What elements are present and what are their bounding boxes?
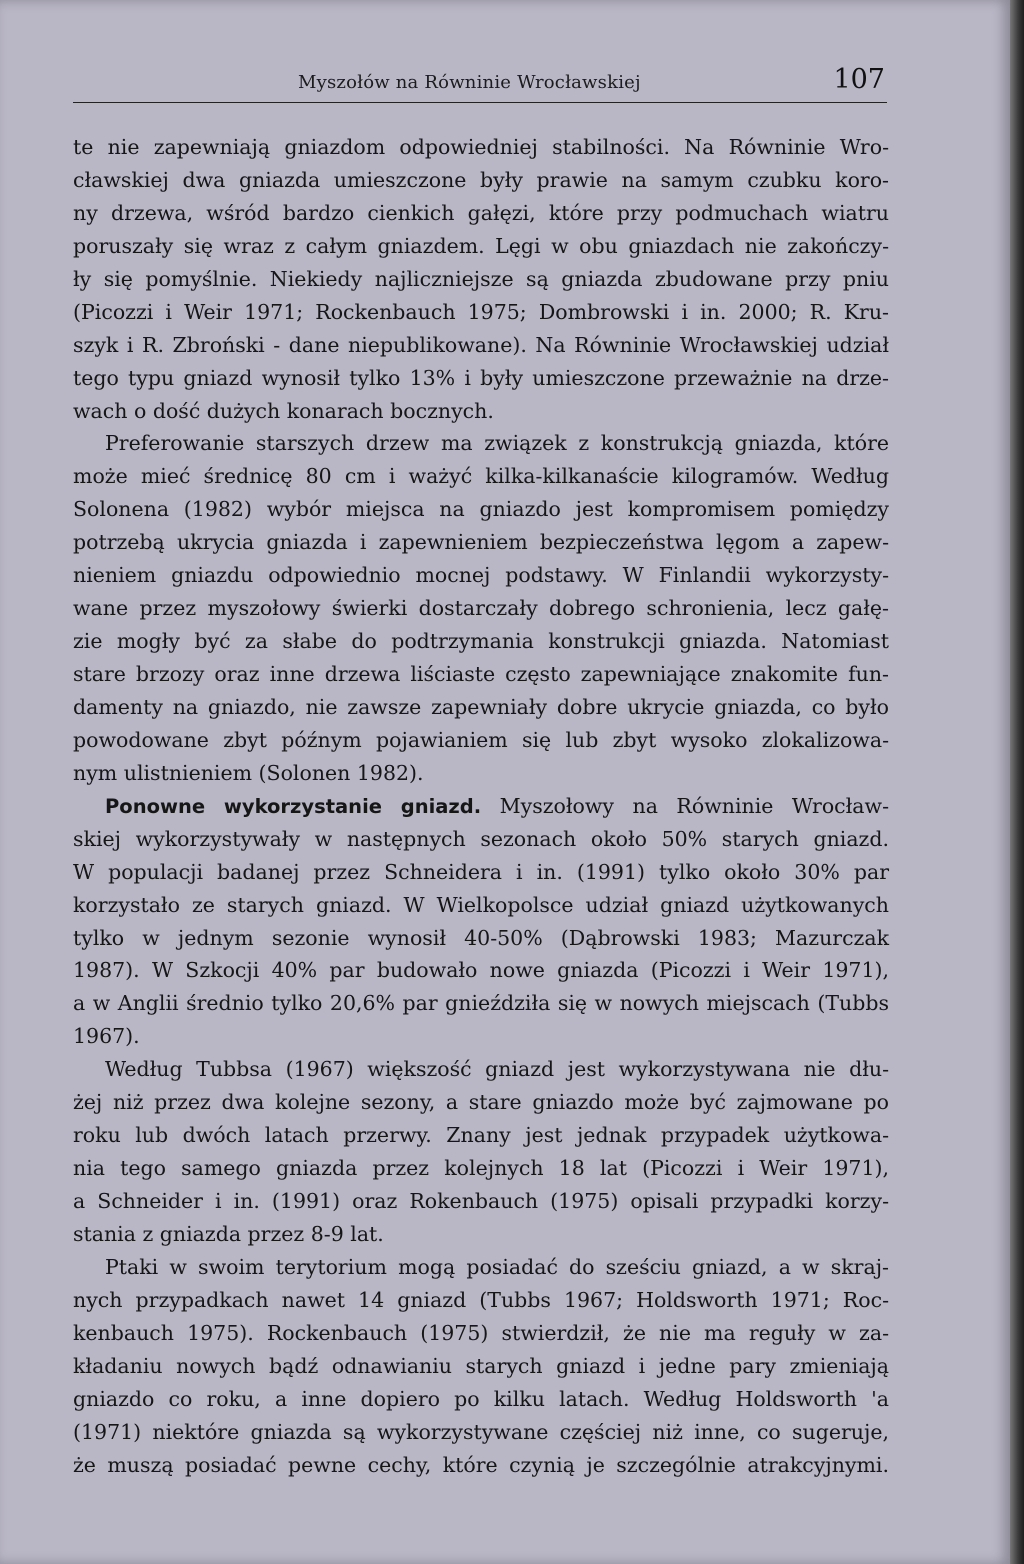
text-run: Myszołowy na Równinie Wrocław- <box>481 793 889 818</box>
text-line: ły się pomyślnie. Niekiedy najliczniejsze są gniazda zbudowane przy pniu <box>73 266 889 291</box>
text-line: nym ulistnieniem (Solonen 1982). <box>73 760 424 785</box>
section-heading-line <box>73 790 889 823</box>
text-line: damenty na gniazdo, nie zawsze zapewniały dobre ukrycie gniazda, co było <box>73 694 889 719</box>
text-line: nieniem gniazdu odpowiednio mocnej podstawy. W Finlandii wykorzysty- <box>73 563 889 588</box>
text-line: stare brzozy oraz inne drzewa liściaste często zapewniające znakomite fun- <box>73 662 889 686</box>
text-line: kenbauch 1975). Rockenbauch (1975) stwierdził, że nie ma reguły w za- <box>73 1320 889 1345</box>
text-line: (1971) niektóre gniazda są wykorzystywane częściej niż inne, co sugeruje, <box>73 1419 889 1444</box>
page-number: 107 <box>833 64 885 95</box>
body-text <box>73 131 889 1481</box>
text-line: 1967). <box>73 1024 140 1049</box>
text-line: potrzebą ukrycia gniazda i zapewnieniem bezpieczeństwa lęgom a zapew- <box>73 530 889 555</box>
text-line: nych przypadkach nawet 14 gniazd (Tubbs 1967; Holdsworth 1971; Roc- <box>73 1287 889 1312</box>
running-head: Myszołów na Równinie Wrocławskiej <box>298 72 641 93</box>
text-line: że muszą posiadać pewne cechy, które czynią je szczególnie atrakcyjnymi. <box>73 1452 889 1477</box>
text-line: korzystało ze starych gniazd. W Wielkopolsce udział gniazd użytkowanych <box>73 892 889 917</box>
text-line: gniazdo co roku, a inne dopiero po kilku latach. Według Holdsworth 'a <box>73 1386 889 1411</box>
page-header <box>73 62 887 103</box>
text-line: ny drzewa, wśród bardzo cienkich gałęzi, które przy podmuchach wiatru <box>73 200 889 225</box>
text-line: te nie zapewniają gniazdom odpowiedniej stabilności. Na Równinie Wro- <box>73 135 889 159</box>
text-line: W populacji badanej przez Schneidera i in. (1991) tylko około 30% par <box>73 859 889 884</box>
text-line: szyk i R. Zbroński - dane niepublikowane). Na Równinie Wrocławskiej udział <box>73 332 889 357</box>
text-line: stania z gniazda przez 8-9 lat. <box>73 1221 384 1246</box>
paragraph-first-line: Preferowanie starszych drzew ma związek z konstrukcją gniazda, które <box>105 431 889 456</box>
text-line: zie mogły być za słabe do podtrzymania konstrukcji gniazda. Natomiast <box>73 629 889 654</box>
text-line: a w Anglii średnio tylko 20,6% par gnieździła się w nowych miejscach (Tubbs <box>73 991 889 1016</box>
text-line: może mieć średnicę 80 cm i ważyć kilka-kilkanaście kilogramów. Według <box>73 464 889 489</box>
text-line: poruszały się wraz z całym gniazdem. Lęgi w obu gniazdach nie zakończy- <box>73 233 889 258</box>
text-line: roku lub dwóch latach przerwy. Znany jest jednak przypadek użytkowa- <box>73 1123 889 1148</box>
text-line: żej niż przez dwa kolejne sezony, a stare gniazdo może być zajmowane po <box>73 1090 889 1115</box>
text-line: cławskiej dwa gniazda umieszczone były prawie na samym czubku koro- <box>73 167 889 192</box>
text-line: kładaniu nowych bądź odnawianiu starych gniazd i jedne pary zmieniają <box>73 1353 889 1378</box>
paragraph-first-line: Ptaki w swoim terytorium mogą posiadać do sześciu gniazd, a w skraj- <box>105 1254 889 1279</box>
text-line: (Picozzi i Weir 1971; Rockenbauch 1975; Dombrowski i in. 2000; R. Kru- <box>73 299 889 324</box>
book-spine-shadow <box>1010 0 1024 1564</box>
section-heading: Ponowne wykorzystanie gniazd. <box>105 794 482 818</box>
text-line: tylko w jednym sezonie wynosił 40-50% (Dąbrowski 1983; Mazurczak <box>73 925 889 950</box>
text-line: nia tego samego gniazda przez kolejnych 18 lat (Picozzi i Weir 1971), <box>73 1156 889 1181</box>
text-line: wane przez myszołowy świerki dostarczały dobrego schronienia, lecz gałę- <box>73 596 889 621</box>
text-line: 1987). W Szkocji 40% par budowało nowe gniazda (Picozzi i Weir 1971), <box>73 958 889 983</box>
text-line: wach o dość dużych konarach bocznych. <box>73 398 494 423</box>
text-line: skiej wykorzystywały w następnych sezonach około 50% starych gniazd. <box>73 826 889 851</box>
text-line: a Schneider i in. (1991) oraz Rokenbauch (1975) opisali przypadki korzy- <box>73 1189 889 1213</box>
text-line: tego typu gniazd wynosił tylko 13% i były umieszczone przeważnie na drze- <box>73 365 889 390</box>
text-line: Solonena (1982) wybór miejsca na gniazdo jest kompromisem pomiędzy <box>73 497 889 522</box>
text-line: powodowane zbyt późnym pojawianiem się lub zbyt wysoko zlokalizowa- <box>73 727 889 752</box>
paragraph-first-line: Według Tubbsa (1967) większość gniazd jest wykorzystywana nie dłu- <box>105 1057 889 1082</box>
